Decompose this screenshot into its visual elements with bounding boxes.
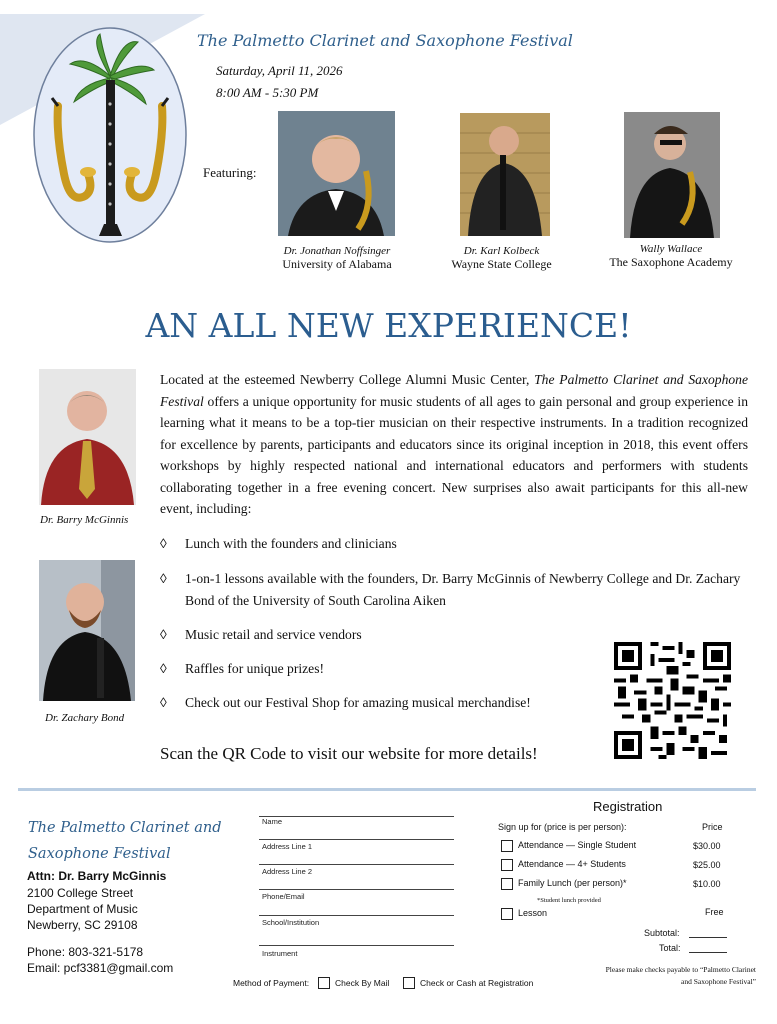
- photo-jonathan-noffsinger: [278, 111, 395, 236]
- featured-affiliation: Wayne State College: [451, 257, 552, 271]
- featuring-label: Featuring:: [203, 165, 257, 180]
- bullet-text: 1-on-1 lessons available with the founders, Dr. Barry McGinnis of Newberry College and Dr. Zachary Bond of the University of South Carolina Aiken: [185, 571, 741, 608]
- featured-caption-1: [262, 245, 412, 272]
- cash-at-registration-label: Check or Cash at Registration: [420, 978, 534, 988]
- lunch-note: *Student lunch provided: [537, 897, 601, 904]
- featured-caption-3: [596, 243, 746, 270]
- featured-name: Dr. Karl Kolbeck: [463, 245, 540, 257]
- four-plus-students-label: Attendance — 4+ Students: [518, 859, 626, 869]
- instrument-field[interactable]: [259, 945, 454, 946]
- founder-caption-2: Dr. Zachary Bond: [45, 712, 125, 724]
- cash-at-registration-checkbox[interactable]: [403, 977, 415, 989]
- featured-affiliation: University of Alabama: [282, 257, 392, 271]
- form-org-title: [28, 815, 221, 867]
- four-plus-students-checkbox[interactable]: [501, 859, 513, 871]
- address-line-2-field[interactable]: [259, 864, 454, 865]
- registration-title: Registration: [593, 799, 663, 814]
- contact-phone: Phone: 803-321-5178: [27, 945, 144, 959]
- address-line-3: Newberry, SC 29108: [27, 918, 138, 932]
- instrument-label: Instrument: [262, 949, 298, 958]
- address-line-1-field[interactable]: [259, 839, 454, 840]
- intro-text-part2: offers a unique opportunity for music students of all ages to gain personal and group experience in learning what it means to be a top-tier musician on their respective instruments. In a tradition recognized for excellence by parents, participants and educators since its original inception in 2018, this event offers workshops by highly respected national and international educators and performers with students collaborating together in a free evening concert. New surprises also await participants for this all-new event, including:: [160, 393, 748, 516]
- photo-barry-mcginnis: [39, 369, 136, 505]
- single-student-price: $30.00: [693, 841, 721, 851]
- checks-payable-note: Please make checks payable to “Palmetto Clarinet and Saxophone Festival”: [605, 965, 756, 986]
- total-field[interactable]: [689, 952, 727, 953]
- address-line-1-label: Address Line 1: [262, 842, 313, 851]
- school-field[interactable]: [259, 915, 454, 916]
- diamond-bullet-icon: ◊: [160, 661, 167, 676]
- featured-name: Dr. Jonathan Noffsinger: [283, 245, 391, 257]
- photo-zachary-bond: [39, 560, 135, 701]
- diamond-bullet-icon: ◊: [160, 536, 167, 551]
- name-label: Name: [262, 817, 283, 826]
- diamond-bullet-icon: ◊: [160, 627, 167, 642]
- festival-title: The Palmetto Clarinet and Saxophone Festival: [197, 31, 573, 50]
- signup-label: Sign up for (price is per person):: [498, 822, 627, 832]
- section-divider: [18, 788, 756, 791]
- intro-paragraph: [160, 369, 748, 520]
- price-header: Price: [702, 822, 723, 832]
- featured-affiliation: The Saxophone Academy: [609, 255, 733, 269]
- bullet-text: Check out our Festival Shop for amazing musical merchandise!: [185, 695, 531, 710]
- lesson-label: Lesson: [518, 908, 548, 918]
- family-lunch-price: $10.00: [693, 879, 721, 889]
- bullet-text: Lunch with the founders and clinicians: [185, 536, 397, 551]
- attn-line: Attn: Dr. Barry McGinnis: [27, 869, 167, 883]
- check-by-mail-label: Check By Mail: [335, 978, 390, 988]
- event-date: Saturday, April 11, 2026: [216, 63, 343, 78]
- featured-caption-2: [430, 245, 573, 272]
- headline: AN ALL NEW EXPERIENCE!: [145, 306, 632, 345]
- intro-festival-name: The Palmetto Clarinet and Saxophone Festival: [160, 372, 748, 409]
- single-student-label: Attendance — Single Student: [518, 840, 637, 850]
- diamond-bullet-icon: ◊: [160, 571, 167, 586]
- bullet-text: Music retail and service vendors: [185, 627, 362, 642]
- subtotal-label: Subtotal:: [644, 928, 680, 938]
- festival-logo: [30, 24, 190, 246]
- event-time: 8:00 AM - 5:30 PM: [216, 85, 319, 100]
- qr-code[interactable]: [614, 642, 731, 759]
- qr-prompt: Scan the QR Code to visit our website for more details!: [160, 744, 538, 763]
- address-line-2: Department of Music: [27, 902, 138, 916]
- check-by-mail-checkbox[interactable]: [318, 977, 330, 989]
- family-lunch-checkbox[interactable]: [501, 878, 513, 890]
- form-org-title-line1: The Palmetto Clarinet and: [28, 820, 222, 836]
- four-plus-students-price: $25.00: [693, 860, 721, 870]
- total-label: Total:: [659, 943, 681, 953]
- address-line-1: 2100 College Street: [27, 886, 134, 900]
- intro-text-part1: Located at the esteemed Newberry College Alumni Music Center,: [160, 372, 535, 387]
- lesson-checkbox[interactable]: [501, 908, 513, 920]
- phone-email-label: Phone/Email: [262, 892, 305, 901]
- diamond-bullet-icon: ◊: [160, 695, 167, 710]
- family-lunch-label: Family Lunch (per person)*: [518, 878, 627, 888]
- lesson-price: Free: [705, 907, 724, 917]
- photo-wally-wallace: [624, 112, 720, 238]
- payment-method-label: Method of Payment:: [233, 978, 310, 988]
- address-line-2-label: Address Line 2: [262, 867, 313, 876]
- photo-karl-kolbeck: [460, 113, 550, 236]
- founder-caption-1: Dr. Barry McGinnis: [40, 514, 129, 526]
- phone-email-field[interactable]: [259, 889, 454, 890]
- single-student-checkbox[interactable]: [501, 840, 513, 852]
- form-org-title-line2: Saxophone Festival: [28, 846, 171, 862]
- school-label: School/Institution: [262, 918, 320, 927]
- name-field[interactable]: [259, 816, 454, 817]
- featured-name: Wally Wallace: [639, 243, 703, 255]
- contact-email: Email: pcf3381@gmail.com: [27, 961, 174, 975]
- bullet-text: Raffles for unique prizes!: [185, 661, 325, 676]
- subtotal-field[interactable]: [689, 937, 727, 938]
